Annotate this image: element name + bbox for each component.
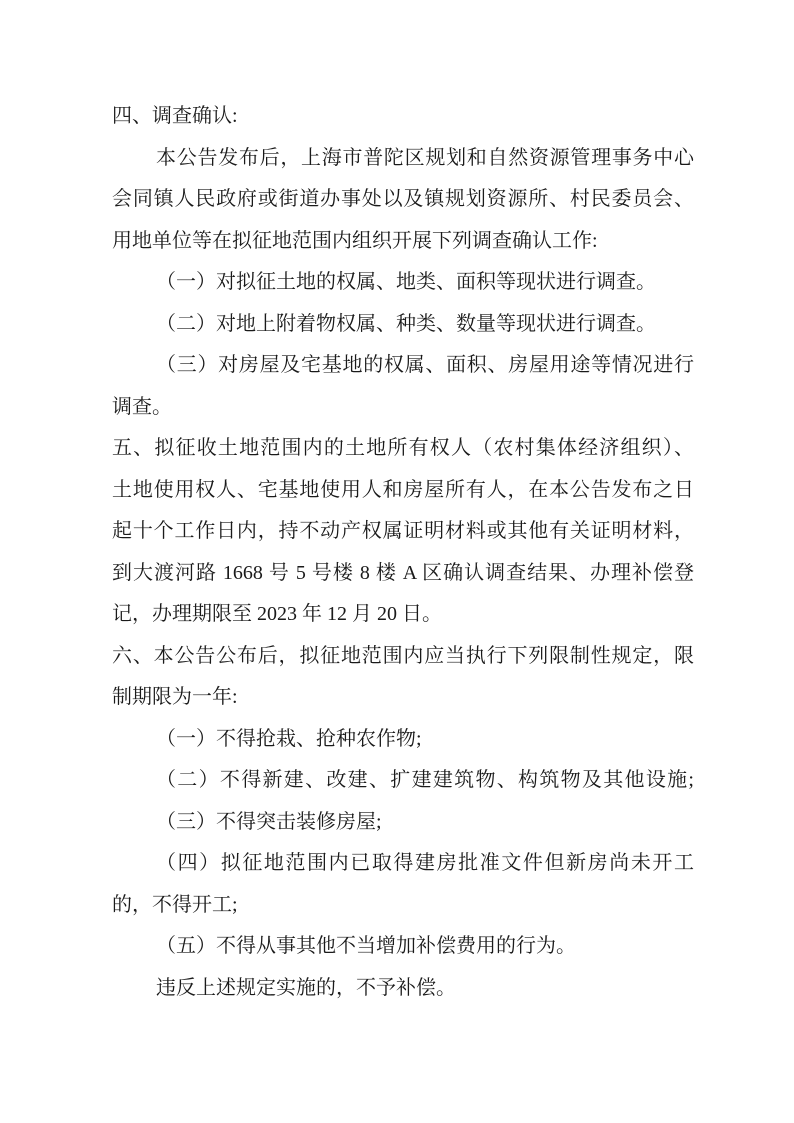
text-line: 到大渡河路 1668 号 5 号楼 8 楼 A 区确认调查结果、办理补偿登	[112, 561, 694, 584]
notice-body	[112, 96, 694, 1009]
text-line: 的，不得开工;	[112, 893, 238, 916]
text-line: 记，办理期限至 2023 年 12 月 20 日。	[112, 603, 442, 625]
text-line: 本公告发布后，上海市普陀区规划和自然资源管理事务中心	[156, 146, 694, 169]
restriction-item-5: （五）不得从事其他不当增加补偿费用的行为。	[156, 935, 576, 957]
text-line: 土地使用权人、宅基地使用人和房屋所有人，在本公告发布之日	[112, 478, 694, 501]
text-line: 制期限为一年:	[112, 686, 238, 708]
section-heading-5: 五、拟征收土地范围内的土地所有权人（农村集体经济组织）、	[112, 437, 694, 459]
section-heading-6: 六、本公告公布后，拟征地范围内应当执行下列限制性规定，限	[112, 644, 694, 667]
list-item-3: （三）对房屋及宅基地的权属、面积、房屋用途等情况进行	[156, 354, 694, 376]
restriction-item-4: （四）拟征地范围内已取得建房批准文件但新房尚未开工	[156, 852, 694, 874]
text-line: 用地单位等在拟征地范围内组织开展下列调查确认工作:	[112, 229, 598, 252]
restriction-item-1: （一）不得抢栽、抢种农作物;	[156, 727, 422, 750]
list-item-1: （一）对拟征土地的权属、地类、面积等现状进行调查。	[156, 271, 656, 293]
text-line: 会同镇人民政府或街道办事处以及镇规划资源所、村民委员会、	[112, 188, 694, 210]
section-heading-4: 四、调查确认:	[112, 105, 238, 127]
restriction-item-3: （三）不得突击装修房屋;	[156, 810, 382, 833]
list-item-2: （二）对地上附着物权属、种类、数量等现状进行调查。	[156, 312, 656, 335]
text-line: 调查。	[112, 395, 172, 418]
restriction-item-2: （二）不得新建、改建、扩建建筑物、构筑物及其他设施;	[156, 769, 694, 791]
closing-statement: 违反上述规定实施的，不予补偿。	[156, 976, 456, 999]
text-line: 起十个工作日内，持不动产权属证明材料或其他有关证明材料，	[112, 520, 694, 542]
